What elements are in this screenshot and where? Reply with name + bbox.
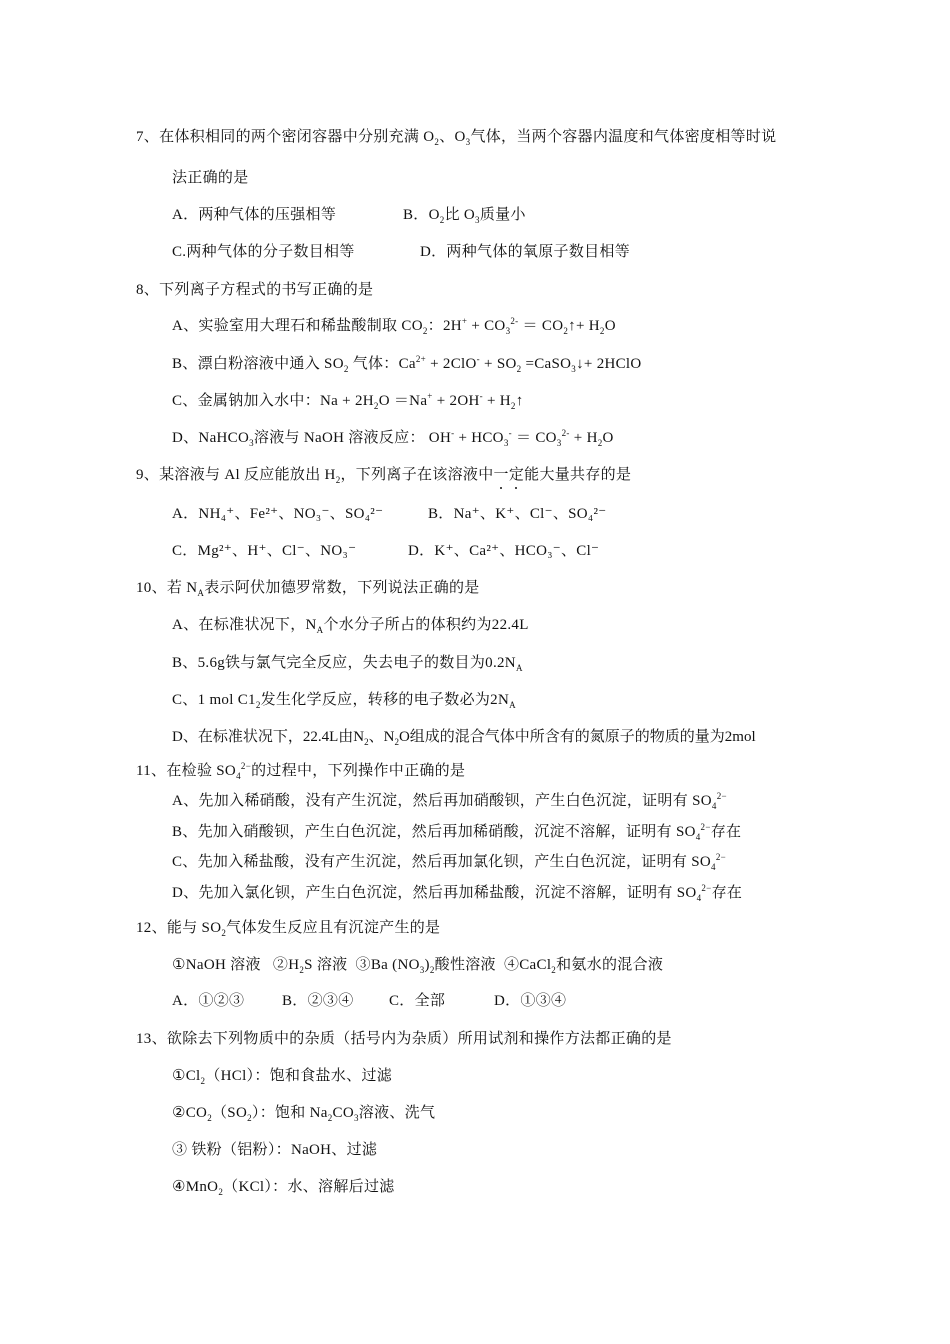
q12-option-d: D．①③④ <box>494 993 567 1009</box>
q13-item-1: $①Cl_2(HCl)$：饱和食盐水、过滤 <box>172 1068 393 1086</box>
q10-option-d: D、在标准状况下，22.4L由$N_2$、$N_2O$组成的混合气体中所含有的氮原子的物质的量为2mol <box>172 729 756 747</box>
q8-option-b: B、漂白粉溶液中通入 $SO_2$ 气体：$Ca^{2+} + 2ClO^- + SO_2$ =CaSO$_3$↓+ 2HClO <box>172 354 642 374</box>
q13-item-4: ④MnO$_2$（KCl）：水、溶解后过滤 <box>172 1179 395 1197</box>
q10-option-a: A、在标准状况下，$N_A$个水分子所占的体积约为22.4L <box>172 617 529 635</box>
q10-option-c: C、1 mol $C1_2$发生化学反应，转移的电子数必为$2N_A$ <box>172 692 516 710</box>
q7-stem-line2: 法正确的是 <box>172 170 249 186</box>
q13-item-2: $②CO_2(SO_2)$：饱和 $Na_2CO_3$溶液、洗气 <box>172 1105 436 1123</box>
q9-option-b: B．Na⁺、K⁺、Cl⁻、SO₄²⁻ <box>428 506 607 522</box>
q13-stem: 13、欲除去下列物质中的杂质（括号内为杂质）所用试剂和操作方法都正确的是 <box>136 1031 672 1047</box>
emphasis-dot-char: 一 <box>493 467 509 483</box>
q8-option-a: A、实验室用大理石和稀盐酸制取 $CO_2$：$2H^+ + CO_3^{2-}$ ＝ $CO_2↑+ H_2O$ <box>172 316 616 336</box>
q13-item-3: ③ 铁粉（铝粉）：NaOH、过滤 <box>172 1142 378 1158</box>
q7-option-b: B．$O_2$比 $O_3$质量小 <box>403 207 526 225</box>
q11-option-a: A、先加入稀硝酸，没有产生沉淀，然后再加硝酸钡，产生白色沉淀，证明有 $SO_4^{2-}$ <box>172 791 727 811</box>
q7-stem-line1: 7、在体积相同的两个密闭容器中分别充满 $O_2$、$O_3$气体，当两个容器内温度和气体密度相等时说 <box>136 129 777 147</box>
q7-option-a: A．两种气体的压强相等 <box>172 207 337 223</box>
emphasis-dot-char: 定 <box>508 467 525 483</box>
q9-stem: 9、某溶液与 Al 反应能放出 $H_2$，下列离子在该溶液中一定能大量共存的是 <box>136 467 632 485</box>
q8-option-c: C、金属钠加入水中：$Na + 2H_2O =Na^+ + 2OH^-$ + $H_2↑$ <box>172 391 524 411</box>
q7-option-d: D．两种气体的氧原子数目相等 <box>420 244 631 260</box>
q10-option-b: B、5.6g铁与氯气完全反应，失去电子的数目为$0.2N_A$ <box>172 655 523 673</box>
q11-option-b: B、先加入硝酸钡，产生白色沉淀，然后再加稀硝酸，沉淀不溶解，证明有 $SO_4^{2-}$存在 <box>172 822 742 842</box>
q12-option-a: A．①②③ <box>172 993 245 1009</box>
q11-stem: 11、在检验 $SO_4^{2-}$的过程中，下列操作中正确的是 <box>136 761 466 781</box>
q10-stem: 10、若 $N_A$表示阿伏加德罗常数，下列说法正确的是 <box>136 580 480 598</box>
q12-option-c: C．全部 <box>389 993 446 1009</box>
q9-option-a: A．NH₄⁺、Fe²⁺、NO₃⁻、SO₄²⁻ <box>172 506 384 522</box>
q9-option-d: D．K⁺、Ca²⁺、HCO₃⁻、Cl⁻ <box>408 543 600 559</box>
q8-option-d: D、NaHCO$_3$溶液与 NaOH 溶液反应： $OH^- + HCO_3^- = CO_3^{2-} + H_2O$ <box>172 428 614 448</box>
q9-option-c: C．Mg²⁺、H⁺、Cl⁻、NO₃⁻ <box>172 543 357 559</box>
q11-option-d: D、先加入氯化钡，产生白色沉淀，然后再加稀盐酸，沉淀不溶解，证明有 $SO_4^{2-}$存在 <box>172 883 743 903</box>
q7-option-c: C.两种气体的分子数目相等 <box>172 244 355 260</box>
q12-items: ①NaOH 溶液 $②H_2S$ 溶液 ③Ba $(NO_3)_2$酸性溶液 ④CaCl$_2$和氨水的混合液 <box>172 957 664 975</box>
q12-option-b: B．②③④ <box>282 993 354 1009</box>
q12-stem: 12、能与 $SO_2$气体发生反应且有沉淀产生的是 <box>136 920 441 938</box>
q8-stem: 8、下列离子方程式的书写正确的是 <box>136 282 374 298</box>
q11-option-c: C、先加入稀盐酸，没有产生沉淀，然后再加氯化钡，产生白色沉淀，证明有 $SO_4^{2-}$ <box>172 852 727 872</box>
